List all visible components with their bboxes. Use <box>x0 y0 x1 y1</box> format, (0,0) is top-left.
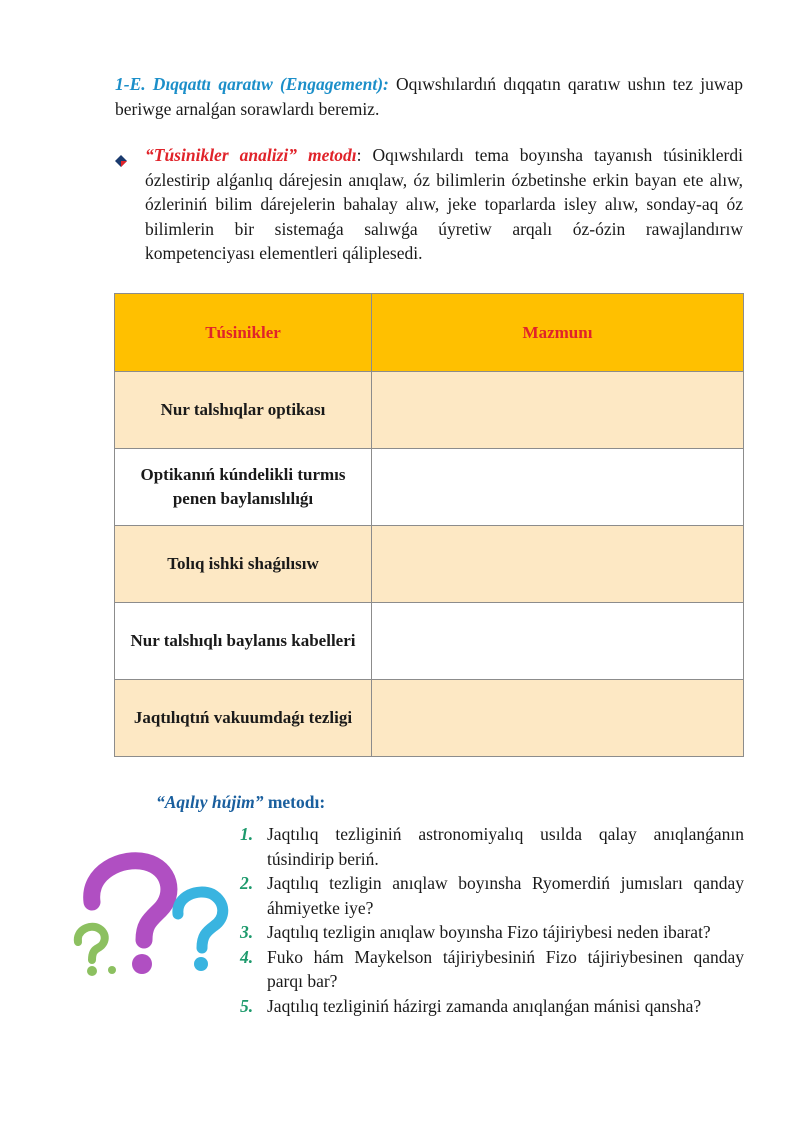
engagement-label: 1-E. Dıqqattı qaratıw (Engagement): <box>115 74 389 94</box>
concept-method-name: “Túsinikler analizi” metodı <box>145 145 357 165</box>
content-cell <box>372 449 744 526</box>
concept-method-paragraph <box>115 143 743 266</box>
content-cell <box>372 526 744 603</box>
content-cell <box>372 372 744 449</box>
content-cell <box>372 680 744 757</box>
list-item <box>240 994 744 1019</box>
concept-cell: Nur talshıqlar optikası <box>115 372 372 449</box>
list-item <box>240 945 744 994</box>
engagement-paragraph <box>115 72 743 122</box>
question-number: 4. <box>240 946 254 967</box>
table-row <box>115 526 744 603</box>
table-row <box>115 680 744 757</box>
content-cell <box>372 603 744 680</box>
brainstorm-suffix: metodı: <box>267 792 326 812</box>
question-number: 3. <box>240 922 254 942</box>
question-text: Fuko hám Maykelson tájiriybesiniń Fizo tájiriybesinen qanday parqı bar? <box>267 946 744 991</box>
question-number: 2. <box>240 873 254 893</box>
question-marks-icon <box>70 850 230 980</box>
diamond-bullet-icon <box>115 149 127 161</box>
concept-cell: Jaqtılıqtıń vakuumdaǵı tezligi <box>115 680 372 757</box>
concept-cell: Optikanıń kúndelikli turmıs penen baylanıslılıǵı <box>115 449 372 526</box>
question-text: Jaqtılıq tezligin anıqlaw boyınsha Ryomerdiń jumısları qanday áhmiyetke iye? <box>267 873 744 918</box>
concept-method-text: : Oqıwshılardı tema boyınsha tayanısh túsiniklerdi ózlestirip alǵanlıq dárejesin anıqlaw, óz bilimlerin ózbetinshe erkin bayan ete alıw, ózleriniń bilim dárejelerin bahalay alıw, jeke toparlarda isley alıw, sonday-aq óz bilimlerin bir sistemaǵa salıwǵa úyretiw arqalı óz-ózin rawajlandırıw kompetenciyası elementleri qáliplesedi. <box>145 145 743 263</box>
concept-method-body <box>145 143 743 266</box>
list-item <box>240 920 744 945</box>
question-text: Jaqtılıq tezligin anıqlaw boyınsha Fizo tájiriybesi neden ibarat? <box>267 922 711 942</box>
concept-cell: Nur talshıqlı baylanıs kabelleri <box>115 603 372 680</box>
concepts-table <box>114 293 744 757</box>
engagement-text: Oqıwshılardıń dıqqatın qaratıw ushın tez juwap beriwge arnalǵan sorawlardı beremiz. <box>115 74 744 119</box>
concept-cell: Tolıq ishki shaǵılısıw <box>115 526 372 603</box>
brainstorm-questions <box>240 822 744 1018</box>
table-row <box>115 603 744 680</box>
table-header-content: Mazmunı <box>372 294 744 372</box>
question-text: Jaqtılıq tezliginiń astronomiyalıq usılda qalay anıqlanǵanın túsindirip beriń. <box>267 824 744 869</box>
brainstorm-name: “Aqılıy hújim” <box>156 792 264 812</box>
question-text: Jaqtılıq tezliginiń házirgi zamanda anıqlanǵan mánisi qansha? <box>267 995 702 1016</box>
table-header-concepts: Túsinikler <box>115 294 372 372</box>
list-item <box>240 822 744 871</box>
table-row <box>115 449 744 526</box>
question-number: 1. <box>240 824 254 844</box>
list-item <box>240 871 744 920</box>
table-row <box>115 372 744 449</box>
brainstorm-heading <box>156 790 325 814</box>
question-number: 5. <box>240 995 254 1016</box>
table-header-row <box>115 294 744 372</box>
